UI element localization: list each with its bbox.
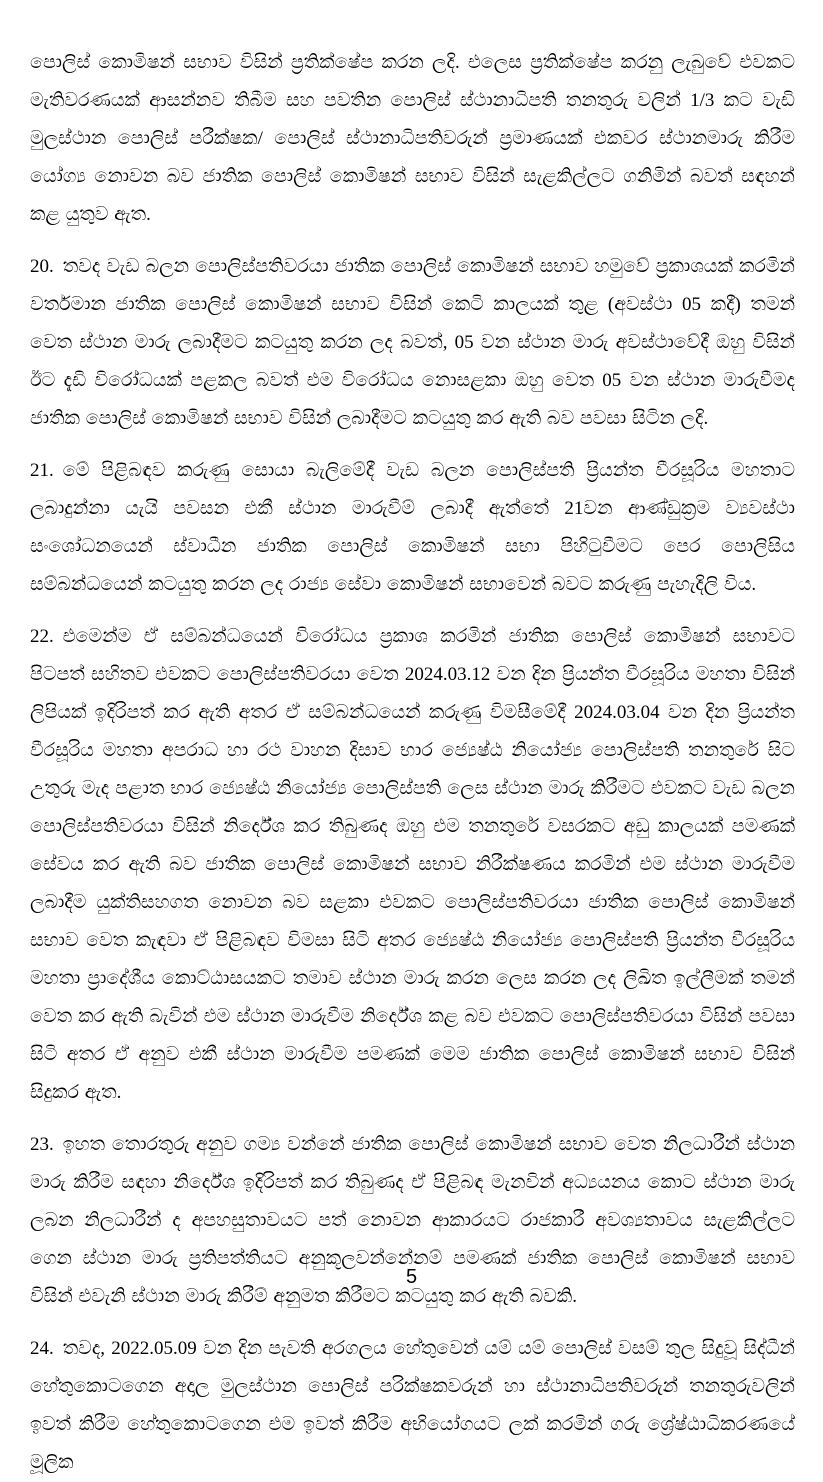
continuation-paragraph [30, 44, 795, 234]
paragraph-number: 24. [30, 1338, 54, 1359]
paragraph-22 [30, 618, 795, 1112]
paragraph-number: 21. [30, 460, 54, 481]
paragraph-text: මේ පිළිබඳව කරුණු සොයා බැලිමේදී වැඩ බලන පොලිස්පති ප්‍රියන්ත වීරසූරිය මහතාට ලබාදුන්නා යැයි පවසන එකී ස්ථාන මාරුවීම් ලබාදී ඇත්තේ 21වන ආණ්ඩුක්‍රම ව්‍යවස්ථා සංශෝධනයෙන් ස්වාධීන ජාතික පොලිස් කොමිෂන් සභා පිහිටුවීමට පෙර පොලිසිය සම්බන්ධයෙන් කටයුතු කරන ලද රාජ්‍ය සේවා කොමිෂන් සභාවෙන් බවට කරුණු පැහැදිලි විය. [30, 460, 795, 595]
paragraph-text: එමෙන්ම ඒ සම්බන්ධයෙන් විරෝධය ප්‍රකාශ කරමින් ජාතික පොලිස් කොමිෂන් සභාවට පිටපත් සහිතව එවකට පොලිස්පතිවරයා වෙත 2024.03.12 වන දින ප්‍රියන්ත වීරසූරිය මහතා විසින් ලිපියක් ඉදිරිපත් කර ඇති අතර ඒ සම්බන්ධයෙන් කරුණු විමසීමේදී 2024.03.04 වන දින ප්‍රියන්ත වීරසූරිය මහතා අපරාධ හා රථ වාහන දිසාව භාර ජ්‍යෙෂ්ඨ නියෝජ්‍ය පොලිස්පති තනතුරේ සිට උතුරු මැද පළාත භාර ජ්‍යෙෂ්ඨ නියෝජ්‍ය පොලිස්පති ලෙස ස්ථාන මාරු කිරීමට එවකට වැඩ බලන පොලිස්පතිවරයා විසින් නිර්දේශ කර තිබුණද ඔහු එම තනතුරේ වසරකට අඩු කාලයක් පමණක් සේවය කර ඇති බව ජාතික පොලිස් කොමිෂන් සභාව නිරීක්ෂණය කරමින් එම ස්ථාන මාරුවීම ලබාදීම යුක්තිසහගත නොවන බව සළකා එවකට පොලිස්පතිවරයා ජාතික පොලිස් කොමිෂන් සභාව වෙත කැඳවා ඒ පිළිබඳව විමසා සිටි අතර ජ්‍යෙෂ්ඨ නියෝජ්‍ය පොලිස්පති ප්‍රියන්ත වීරසූරිය මහතා ප්‍රාදේශීය කොට්ඨාසයකට තමාව ස්ථාන මාරු කරන ලෙස කරන ලද ලිඛිත ඉල්ලීමක් තමන් වෙත කර ඇති බැවින් එම ස්ථාන මාරුවීම නිර්දේශ කළ බව එවකට පොලිස්පතිවරයා විසින් පවසා සිටි අතර ඒ අනුව එකී ස්ථාන මාරුවීම පමණක් මෙම ජාතික පොලිස් කොමිෂන් සභාව විසින් සිදුකර ඇත. [30, 626, 795, 1103]
paragraph-number: 23. [30, 1134, 54, 1155]
paragraph-20 [30, 248, 795, 438]
paragraph-number: 20. [30, 256, 54, 277]
page-number: 5 [405, 1266, 418, 1288]
paragraph-text: තවද, 2022.05.09 වන දින පැවති අරගලය හේතුවෙන් යම් යම් පොලිස් වසම් තුල සිදුවූ සිද්ධීන් හේතුකොටගෙන අදාල මුලස්ථාන පොලිස් පරික්ෂකවරුන් හා ස්ථානාධිපතිවරුන් තනතුරුවලින් ඉවත් කිරීම හේතුකොටගෙන එම ඉවත් කිරීම අභියෝගයට ලක් කරමින් ගරු ශ්‍රේෂ්ඨාධිකරණයේ මූලික [30, 1338, 795, 1473]
paragraph-21 [30, 452, 795, 604]
paragraph-text: පොලිස් කොමිෂන් සභාව විසින් ප්‍රතික්ෂේප කරන ලදි. එලෙස ප්‍රතික්ෂේප කරනු ලැබුවේ එවකට මැතිවරණයක් ආසන්නව තිබීම සහ පවතින පොලිස් ස්ථානාධිපති තනතුරු වලින් 1/3 කට වැඩි මුලස්ථාන පොලිස් පරීක්ෂක/ පොලිස් ස්ථානාධිපතිවරුන් ප්‍රමාණයක් එකවර ස්ථානමාරු කිරීම යෝග්‍ය නොවන බව ජාතික පොලිස් කොමිෂන් සභාව විසින් සැළකිල්ලට ගනිමින් බවත් සඳහන් කළ යුතුව ඇත. [30, 52, 795, 225]
paragraph-number: 22. [30, 626, 54, 647]
paragraph-24 [30, 1330, 795, 1482]
paragraph-text: තවද වැඩ බලන පොලිස්පතිවරයා ජාතික පොලිස් කොමිෂන් සභාව හමුවේ ප්‍රකාශයක් කරමින් වර්තමාන ජාතික පොලිස් කොමිෂන් සභාව විසින් කෙටි කාලයක් තුළ (අවස්ථා 05 කදී) තමන් වෙත ස්ථාන මාරු ලබාදීමට කටයුතු කරන ලද බවත්, 05 වන ස්ථාන මාරු අවස්ථාවේදී ඔහු විසින් ඊට දැඩි විරෝධයක් පළකල බවත් එම විරෝධය නොසළකා ඔහු වෙත 05 වන ස්ථාන මාරුවීමද ජාතික පොලිස් කොමිෂන් සභාව විසින් ලබාදීමට කටයුතු කර ඇති බව පවසා සිටින ලදි. [30, 256, 795, 429]
paragraph-text: ඉහත තොරතුරු අනුව ගම්‍ය වන්නේ ජාතික පොලිස් කොමිෂන් සභාව වෙත නිලධාරීන් ස්ථාන මාරු කිරීම සඳහා නිර්දේශ ඉදිරිපත් කර තිබුණද ඒ පිළිබඳ මැනවින් අධ්‍යයනය කොට ස්ථාන මාරු ලබන නිලධාරීන් ද අපහසුතාවයට පත් නොවන ආකාරයට රාජකාරී අවශ්‍යතාවය සැළකිල්ලට ගෙන ස්ථාන මාරු ප්‍රතිපත්තියට අනුකූලවන්නේනම් පමණක් ජාතික පොලිස් කොමිෂන් සභාව විසින් එවැනි ස්ථාන මාරු කිරීම් අනුමත කිරීමට කටයුතු කර ඇති බවකි. [30, 1134, 795, 1307]
